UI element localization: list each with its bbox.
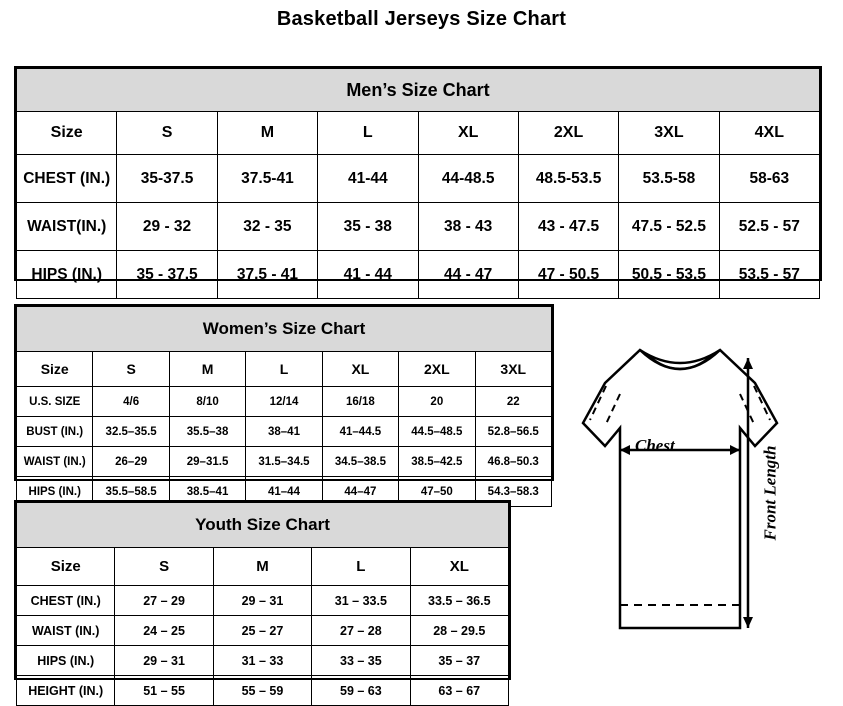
column-header-s: S (117, 112, 217, 155)
cell-value: 35 – 37 (410, 646, 508, 676)
cell-value: 28 – 29.5 (410, 616, 508, 646)
cell-value: 32.5–35.5 (93, 417, 169, 447)
cell-value: 48.5-53.5 (518, 155, 618, 203)
cell-value: 46.8–50.3 (475, 447, 551, 477)
front-length-measure-label: Front Length (760, 445, 780, 541)
row-label: CHEST (IN.) (17, 155, 117, 203)
cell-value: 20 (399, 387, 475, 417)
jersey-measurement-diagram (530, 328, 830, 673)
youth-size-table (16, 502, 509, 706)
mens-size-chart (14, 66, 822, 281)
cell-value: 53.5 - 57 (719, 251, 819, 299)
row-label: HIPS (IN.) (17, 477, 93, 507)
womens-size-chart (14, 304, 554, 498)
cell-value: 41–44.5 (322, 417, 398, 447)
table-caption-row (17, 307, 552, 352)
column-header-3xl: 3XL (475, 352, 551, 387)
cell-value: 37.5-41 (217, 155, 317, 203)
cell-value: 51 – 55 (115, 676, 213, 706)
cell-value: 59 – 63 (312, 676, 410, 706)
cell-value: 47 - 50.5 (518, 251, 618, 299)
cell-value: 29 - 32 (117, 203, 217, 251)
row-label: WAIST (IN.) (17, 447, 93, 477)
cell-value: 8/10 (169, 387, 245, 417)
cell-value: 34.5–38.5 (322, 447, 398, 477)
column-header-3xl: 3XL (619, 112, 719, 155)
cell-value: 43 - 47.5 (518, 203, 618, 251)
cell-value: 38.5–41 (169, 477, 245, 507)
cell-value: 22 (475, 387, 551, 417)
table-caption-row (17, 69, 820, 112)
womens-chart-caption: Women’s Size Chart (17, 307, 552, 352)
table-row (17, 646, 509, 676)
column-header-size: Size (17, 352, 93, 387)
row-label: HEIGHT (IN.) (17, 676, 115, 706)
cell-value: 31 – 33.5 (312, 586, 410, 616)
column-header-2xl: 2XL (518, 112, 618, 155)
table-row (17, 447, 552, 477)
jersey-outline-svg (530, 328, 830, 673)
column-header-2xl: 2XL (399, 352, 475, 387)
row-label: BUST (IN.) (17, 417, 93, 447)
row-label: WAIST (IN.) (17, 616, 115, 646)
row-label: HIPS (IN.) (17, 646, 115, 676)
cell-value: 38.5–42.5 (399, 447, 475, 477)
row-label: WAIST(IN.) (17, 203, 117, 251)
table-row (17, 203, 820, 251)
cell-value: 31.5–34.5 (246, 447, 322, 477)
table-caption-row (17, 503, 509, 548)
cell-value: 24 – 25 (115, 616, 213, 646)
cell-value: 33 – 35 (312, 646, 410, 676)
cell-value: 47.5 - 52.5 (619, 203, 719, 251)
cell-value: 16/18 (322, 387, 398, 417)
cell-value: 41 - 44 (318, 251, 418, 299)
cell-value: 41-44 (318, 155, 418, 203)
youth-chart-caption: Youth Size Chart (17, 503, 509, 548)
cell-value: 27 – 28 (312, 616, 410, 646)
row-label: U.S. SIZE (17, 387, 93, 417)
cell-value: 29 – 31 (213, 586, 311, 616)
cell-value: 35.5–58.5 (93, 477, 169, 507)
column-header-m: M (213, 548, 311, 586)
row-label: HIPS (IN.) (17, 251, 117, 299)
table-row (17, 676, 509, 706)
cell-value: 12/14 (246, 387, 322, 417)
mens-chart-caption: Men’s Size Chart (17, 69, 820, 112)
column-header-l: L (312, 548, 410, 586)
cell-value: 35.5–38 (169, 417, 245, 447)
cell-value: 58-63 (719, 155, 819, 203)
column-header-m: M (217, 112, 317, 155)
table-row (17, 616, 509, 646)
table-row (17, 586, 509, 616)
cell-value: 29 – 31 (115, 646, 213, 676)
cell-value: 63 – 67 (410, 676, 508, 706)
cell-value: 37.5 - 41 (217, 251, 317, 299)
youth-size-chart (14, 500, 511, 698)
table-header-row (17, 112, 820, 155)
table-header-row (17, 352, 552, 387)
column-header-xl: XL (410, 548, 508, 586)
cell-value: 26–29 (93, 447, 169, 477)
column-header-s: S (93, 352, 169, 387)
front-length-arrow-top (743, 358, 753, 369)
cell-value: 52.5 - 57 (719, 203, 819, 251)
column-header-size: Size (17, 548, 115, 586)
cell-value: 38 - 43 (418, 203, 518, 251)
cell-value: 35-37.5 (117, 155, 217, 203)
table-row (17, 251, 820, 299)
cell-value: 29–31.5 (169, 447, 245, 477)
cell-value: 44 - 47 (418, 251, 518, 299)
cell-value: 55 – 59 (213, 676, 311, 706)
column-header-l: L (246, 352, 322, 387)
womens-size-table (16, 306, 552, 507)
table-row (17, 387, 552, 417)
column-header-s: S (115, 548, 213, 586)
cell-value: 25 – 27 (213, 616, 311, 646)
table-header-row (17, 548, 509, 586)
cell-value: 50.5 - 53.5 (619, 251, 719, 299)
front-length-arrow-bottom (743, 617, 753, 628)
cell-value: 44-48.5 (418, 155, 518, 203)
cell-value: 4/6 (93, 387, 169, 417)
chest-measure-label: Chest (635, 436, 675, 455)
cell-value: 54.3–58.3 (475, 477, 551, 507)
cell-value: 33.5 – 36.5 (410, 586, 508, 616)
column-header-xl: XL (322, 352, 398, 387)
cell-value: 52.8–56.5 (475, 417, 551, 447)
cell-value: 38–41 (246, 417, 322, 447)
table-row (17, 417, 552, 447)
column-header-xl: XL (418, 112, 518, 155)
cell-value: 31 – 33 (213, 646, 311, 676)
column-header-size: Size (17, 112, 117, 155)
cell-value: 32 - 35 (217, 203, 317, 251)
cell-value: 41–44 (246, 477, 322, 507)
cell-value: 44–47 (322, 477, 398, 507)
column-header-m: M (169, 352, 245, 387)
cell-value: 35 - 37.5 (117, 251, 217, 299)
table-row (17, 155, 820, 203)
cell-value: 27 – 29 (115, 586, 213, 616)
cell-value: 35 - 38 (318, 203, 418, 251)
cell-value: 44.5–48.5 (399, 417, 475, 447)
column-header-l: L (318, 112, 418, 155)
row-label: CHEST (IN.) (17, 586, 115, 616)
column-header-4xl: 4XL (719, 112, 819, 155)
cell-value: 53.5-58 (619, 155, 719, 203)
page-title: Basketball Jerseys Size Chart (276, 8, 567, 30)
mens-size-table (16, 68, 820, 299)
cell-value: 47–50 (399, 477, 475, 507)
